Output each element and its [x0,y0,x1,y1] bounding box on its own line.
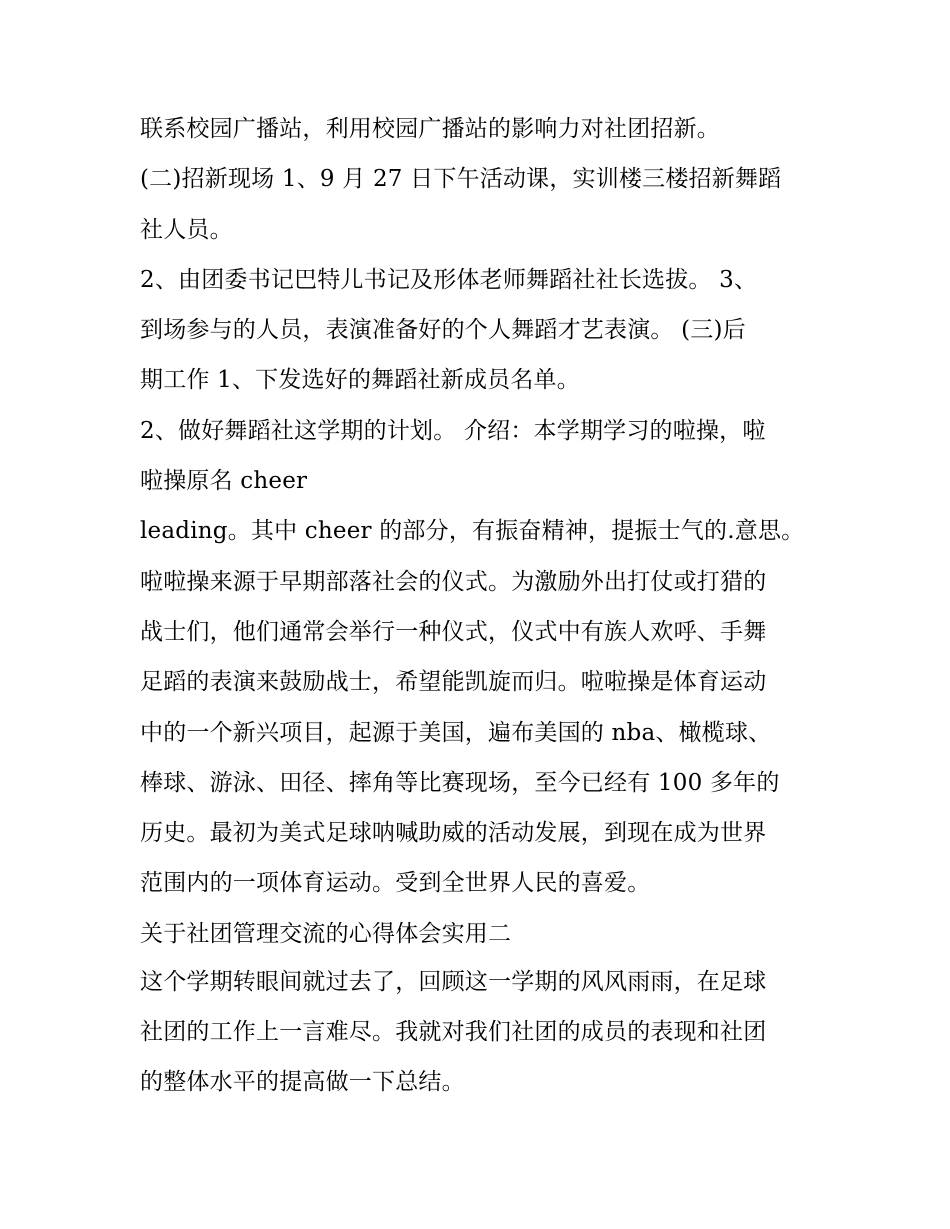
text-line: 期工作 1、下发选好的舞蹈社新成员名单。 [140,367,580,394]
text-line: (二)招新现场 1、9 月 27 日下午活动课，实训楼三楼招新舞蹈 [140,166,782,193]
section-heading: 关于社团管理交流的心得体会实用二 [140,920,512,947]
text-line: 战士们，他们通常会举行一种仪式，仪式中有族人欢呼、手舞 [140,618,767,645]
text-line: 啦操原名 cheer [140,468,308,495]
text-line: 历史。最初为美式足球呐喊助威的活动发展，到现在成为世界 [140,820,767,847]
text-line: 社团的工作上一言难尽。我就对我们社团的成员的表现和社团 [140,1019,767,1046]
text-line: 2、做好舞蹈社这学期的计划。 介绍：本学期学习的啦操，啦 [140,417,766,444]
text-line: 啦啦操来源于早期部落社会的仪式。为激励外出打仗或打猎的 [140,568,767,595]
text-line: 到场参与的人员，表演准备好的个人舞蹈才艺表演。 (三)后 [140,317,746,344]
text-line: 足蹈的表演来鼓励战士，希望能凯旋而归。啦啦操是体育运动 [140,669,767,696]
text-line: leading。其中 cheer 的部分，有振奋精神，提振士气的.意思。 [140,518,805,545]
text-line: 这个学期转眼间就过去了，回顾这一学期的风风雨雨，在足球 [140,968,767,995]
text-line: 联系校园广播站，利用校园广播站的影响力对社团招新。 [140,116,720,142]
text-line: 社人员。 [140,216,233,243]
text-line: 2、由团委书记巴特儿书记及形体老师舞蹈社社长选拔。 3、 [140,266,758,293]
document-body [140,104,820,1108]
text-line: 棒球、游泳、田径、摔角等比赛现场，至今已经有 100 多年的 [140,769,780,796]
text-line: 中的一个新兴项目，起源于美国，遍布美国的 nba、橄榄球、 [140,719,772,746]
text-line: 范围内的一项体育运动。受到全世界人民的喜爱。 [140,870,651,897]
text-line: 的整体水平的提高做一下总结。 [140,1069,465,1096]
